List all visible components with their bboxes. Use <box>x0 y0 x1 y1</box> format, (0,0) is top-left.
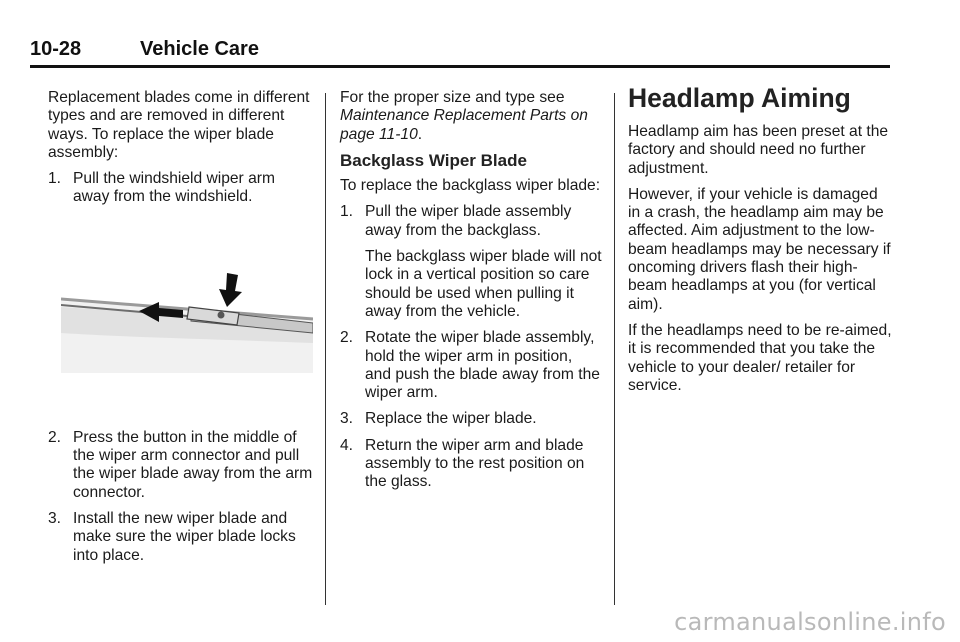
step-text: Pull the wiper blade assembly away from the backglass. <box>365 203 572 239</box>
column-divider <box>325 93 326 605</box>
step-note: The backglass wiper blade will not lock in a vertical position so care should be used when pulling it away from the vehicle. <box>365 248 602 320</box>
page-header <box>30 38 890 68</box>
step-number: 1. <box>48 170 62 188</box>
section-heading: Backglass Wiper Blade <box>340 150 527 170</box>
step-number: 3. <box>48 509 62 527</box>
step-item <box>48 429 313 502</box>
lead-paragraph: To replace the backglass wiper blade: <box>340 177 601 195</box>
step-number: 1. <box>340 203 354 221</box>
column-1 <box>48 89 313 573</box>
step-item <box>340 410 602 428</box>
step-number: 3. <box>340 410 354 428</box>
section-heading: Headlamp Aiming <box>628 83 851 113</box>
wiper-illustration-svg <box>61 261 313 373</box>
intro-paragraph: Replacement blades come in different types and are removed in different ways. To replace the wiper blade assembly: <box>48 89 310 161</box>
step-text: Return the wiper arm and blade assembly to the rest position on the glass. <box>365 436 585 491</box>
intro-text: For the proper size and type see <box>340 89 565 106</box>
wiper-arm-illustration <box>61 261 313 373</box>
section-title: Vehicle Care <box>140 38 259 60</box>
step-item <box>340 329 602 402</box>
step-item <box>340 203 602 240</box>
step-text: Install the new wiper blade and make sure the wiper blade locks into place. <box>73 509 296 564</box>
column-divider <box>614 93 615 605</box>
header-rule <box>30 65 890 68</box>
page-number: 10-28 <box>30 38 82 60</box>
step-text: Rotate the wiper blade assembly, hold the wiper arm in position, and push the blade away from the wiper arm. <box>365 329 600 402</box>
step-text: Press the button in the middle of the wiper arm connector and pull the wiper blade away from the arm connector. <box>73 428 313 501</box>
intro-paragraph <box>340 89 602 144</box>
body-paragraph: However, if your vehicle is damaged in a crash, the headlamp aim may be affected. Aim adjustment to the low-beam headlamps may be necessary if oncoming drivers flash their high-beam headlamps at you (for vertical aim). <box>628 185 891 313</box>
body-paragraph: Headlamp aim has been preset at the factory and should need no further adjustment. <box>628 123 889 177</box>
step-number: 2. <box>48 428 62 446</box>
column-2 <box>340 89 602 500</box>
step-number: 2. <box>340 329 354 347</box>
step-text: Pull the windshield wiper arm away from the windshield. <box>73 170 275 206</box>
step-item <box>340 437 602 492</box>
step-item <box>48 510 313 565</box>
column-3 <box>628 83 893 403</box>
step-text: Replace the wiper blade. <box>365 410 537 428</box>
intro-punctuation: . <box>417 125 423 143</box>
step-number: 4. <box>340 436 354 454</box>
watermark: carmanualsonline.info <box>674 608 946 636</box>
body-paragraph: If the headlamps need to be re-aimed, it is recommended that you take the vehicle to your dealer/ retailer for service. <box>628 321 892 394</box>
step-item <box>48 170 313 207</box>
cross-reference-link[interactable]: Maintenance Replacement Parts on page 11-10 <box>340 107 588 143</box>
